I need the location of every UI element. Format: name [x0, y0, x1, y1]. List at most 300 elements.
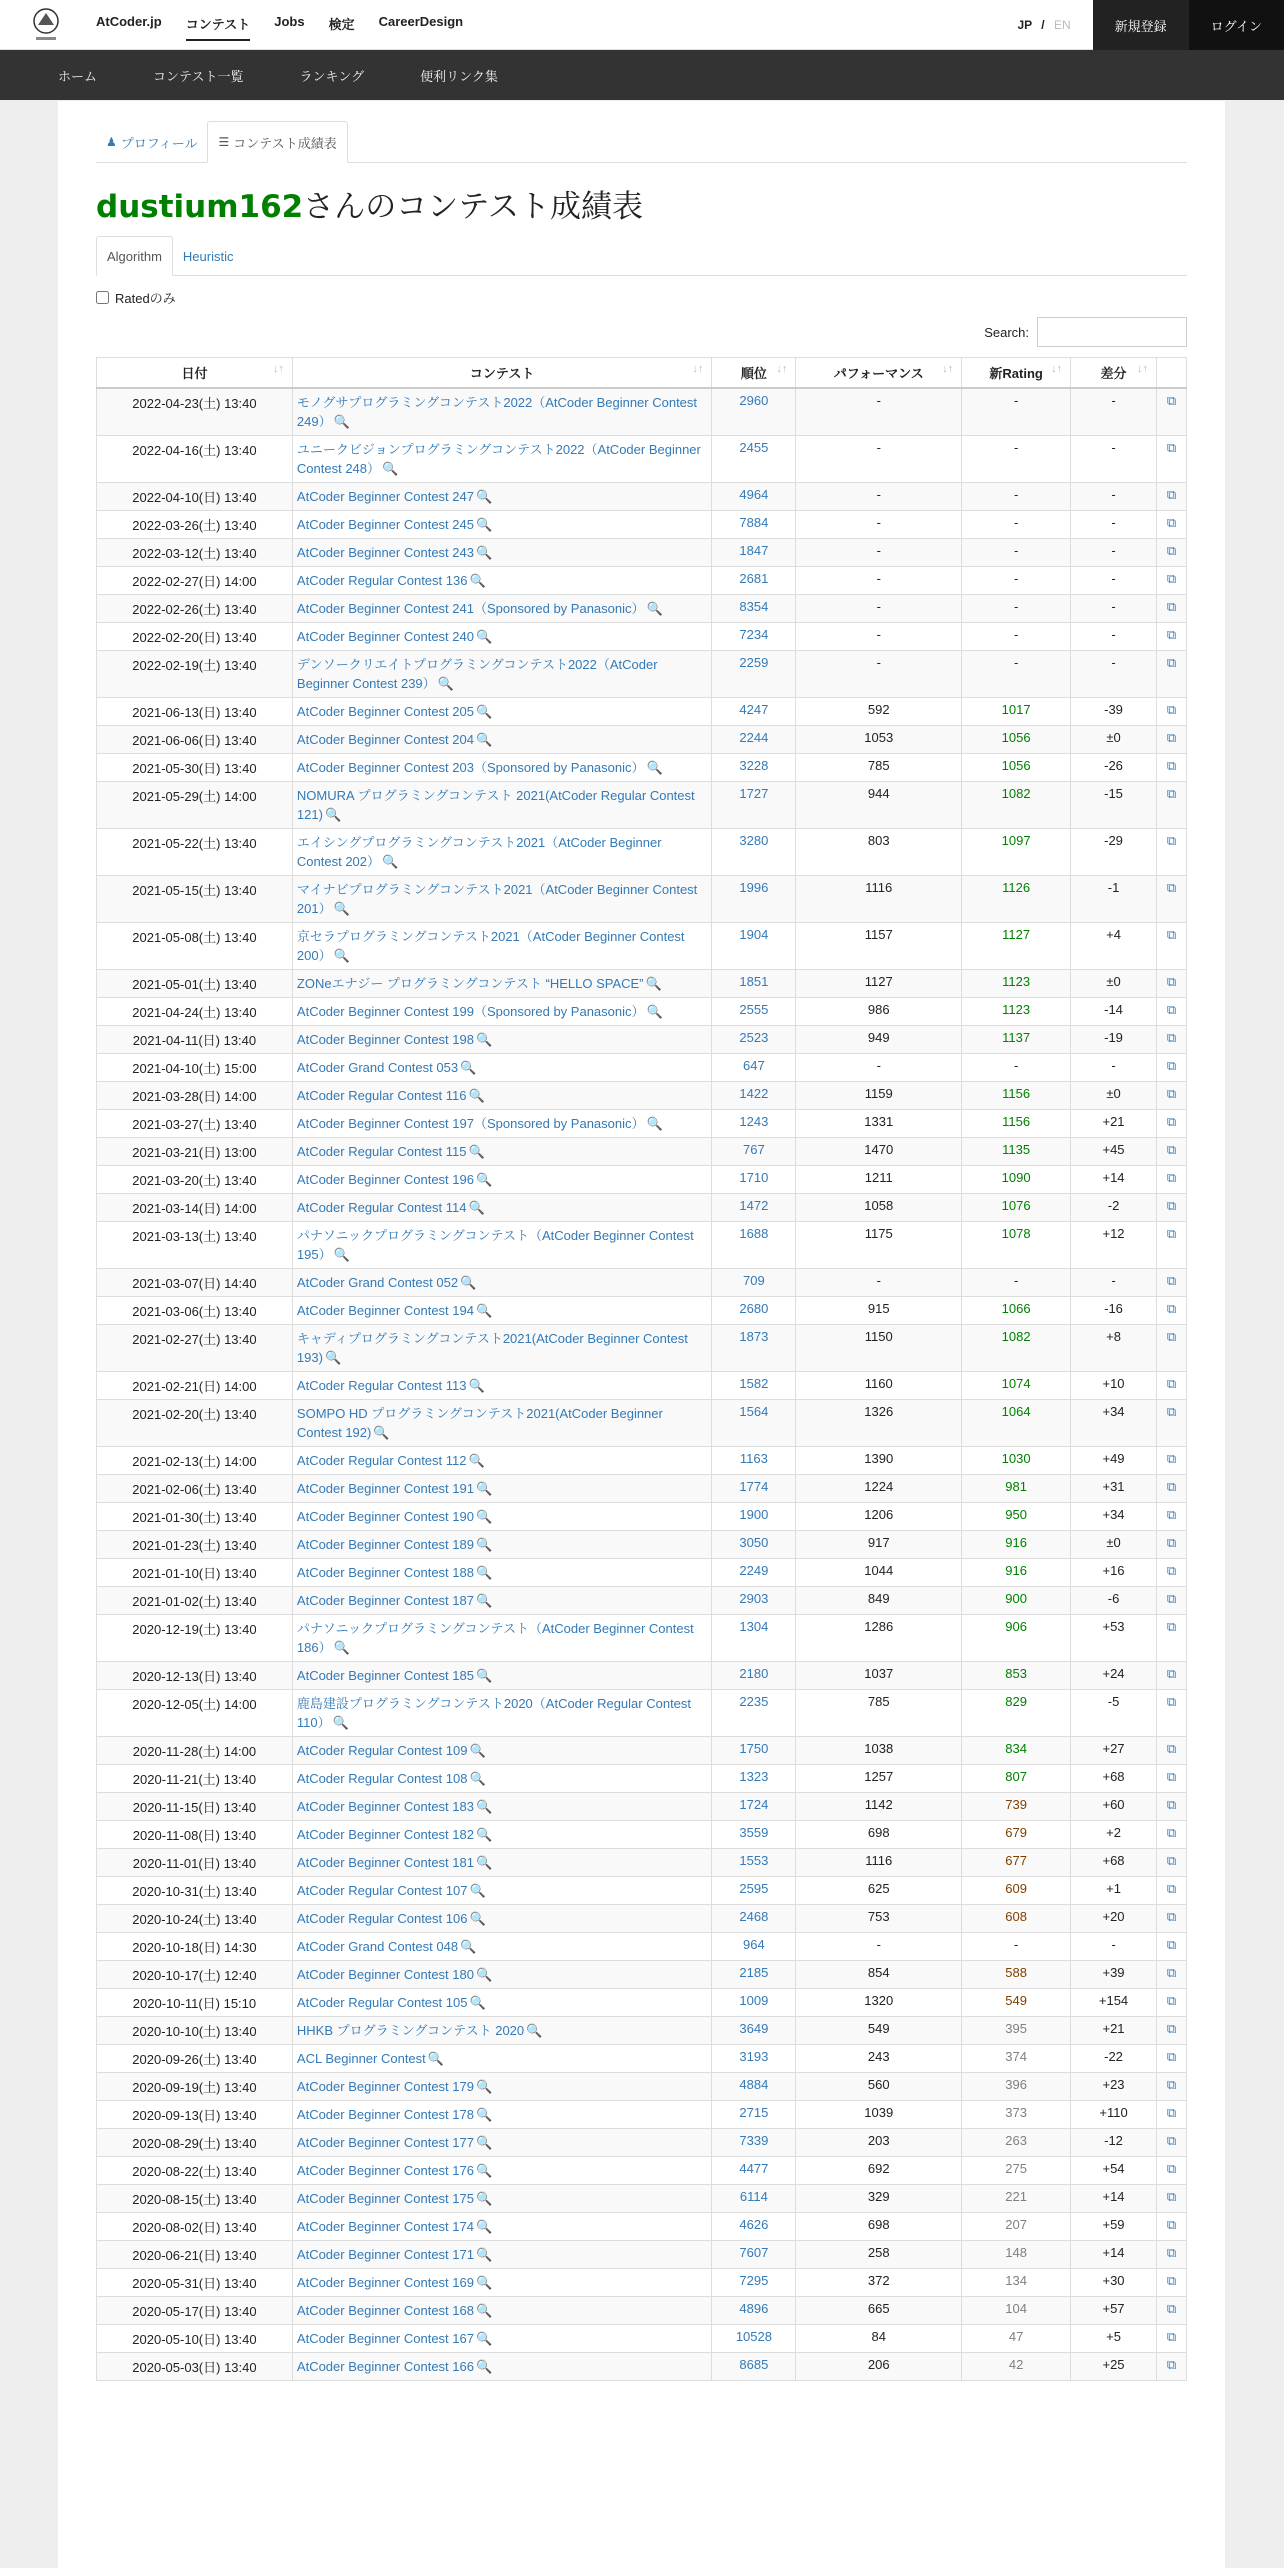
cell-rank[interactable]: 4247 — [712, 697, 796, 725]
contest-link[interactable]: AtCoder Beginner Contest 183 — [296, 1798, 474, 1814]
cell-rank[interactable]: 1904 — [712, 922, 796, 969]
search-icon[interactable]: 🔍 — [333, 1639, 350, 1655]
external-link-icon[interactable]: ⧉ — [1166, 926, 1177, 942]
cell-rank[interactable]: 2715 — [712, 2100, 796, 2128]
search-icon[interactable]: 🔍 — [645, 975, 662, 991]
search-icon[interactable]: 🔍 — [469, 1994, 486, 2010]
search-icon[interactable]: 🔍 — [475, 2358, 493, 2374]
search-icon[interactable]: 🔍 — [333, 1246, 350, 1262]
search-icon[interactable]: 🔍 — [475, 2134, 493, 2150]
search-icon[interactable]: 🔍 — [475, 1966, 493, 1982]
tab-heuristic[interactable]: Heuristic — [182, 248, 234, 264]
cell-rank[interactable]: 1243 — [712, 1109, 796, 1137]
cell-rank[interactable]: 2960 — [712, 388, 796, 436]
search-icon[interactable]: 🔍 — [332, 1714, 349, 1730]
cell-contest — [292, 969, 712, 997]
cell-external — [1156, 2044, 1186, 2072]
contest-link[interactable]: NOMURA プログラミングコンテスト 2021(AtCoder Regular Contest 121) — [296, 787, 695, 822]
external-link-icon[interactable]: ⧉ — [1166, 879, 1177, 895]
contest-link[interactable]: AtCoder Beginner Contest 203（Sponsored by Panasonic） — [296, 759, 645, 775]
cell-rank[interactable]: 3228 — [712, 753, 796, 781]
contest-link[interactable]: AtCoder Regular Contest 115 — [296, 1143, 467, 1159]
external-link-icon[interactable]: ⧉ — [1166, 2020, 1177, 2036]
contest-link[interactable]: マイナビプログラミングコンテスト2021（AtCoder Beginner Contest 201） — [296, 881, 698, 916]
search-icon[interactable]: 🔍 — [468, 1143, 485, 1159]
cell-rank[interactable]: 1750 — [712, 1736, 796, 1764]
contest-link[interactable]: モノグサプログラミングコンテスト2022（AtCoder Beginner Contest 249） — [296, 394, 698, 429]
cell-rank[interactable]: 6114 — [712, 2184, 796, 2212]
external-link-icon[interactable]: ⧉ — [1166, 1057, 1177, 1073]
subnav-useful-links[interactable]: 便利リンク集 — [420, 68, 498, 84]
cell-external — [1156, 2268, 1186, 2296]
external-link-icon[interactable]: ⧉ — [1166, 757, 1177, 773]
contest-link[interactable]: AtCoder Beginner Contest 245 — [296, 516, 474, 532]
lang-en[interactable]: EN — [1053, 18, 1071, 32]
search-icon[interactable]: 🔍 — [475, 2274, 493, 2290]
subnav-home[interactable]: ホーム — [58, 68, 98, 84]
cell-rank[interactable]: 2595 — [712, 1876, 796, 1904]
external-link-icon[interactable]: ⧉ — [1166, 1029, 1177, 1045]
header-contest[interactable] — [292, 358, 712, 388]
external-link-icon[interactable]: ⧉ — [1166, 1908, 1177, 1924]
cell-rank[interactable]: 1724 — [712, 1792, 796, 1820]
search-icon[interactable]: 🔍 — [526, 2022, 543, 2038]
external-link-icon[interactable]: ⧉ — [1166, 729, 1177, 745]
contest-link[interactable]: SOMPO HD プログラミングコンテスト2021(AtCoder Beginner Contest 192) — [296, 1405, 663, 1440]
external-link-icon[interactable]: ⧉ — [1166, 486, 1177, 502]
contest-link[interactable]: AtCoder Beginner Contest 198 — [296, 1031, 474, 1047]
external-link-icon[interactable]: ⧉ — [1166, 1328, 1177, 1344]
search-icon[interactable]: 🔍 — [475, 2106, 493, 2122]
cell-rank[interactable]: 2244 — [712, 725, 796, 753]
external-link-icon[interactable]: ⧉ — [1166, 654, 1177, 670]
search-icon[interactable]: 🔍 — [475, 2162, 493, 2178]
rated-only-filter[interactable] — [96, 288, 1187, 307]
nav-jobs[interactable]: Jobs — [274, 14, 305, 29]
atcoder-logo[interactable] — [18, 0, 74, 50]
contest-link[interactable]: AtCoder Beginner Contest 205 — [296, 703, 474, 719]
external-link-icon[interactable]: ⧉ — [1166, 1272, 1177, 1288]
search-icon[interactable]: 🔍 — [468, 1452, 485, 1468]
cell-rank[interactable]: 7607 — [712, 2240, 796, 2268]
contest-link[interactable]: AtCoder Beginner Contest 166 — [296, 2358, 474, 2374]
search-icon[interactable]: 🔍 — [468, 1087, 485, 1103]
search-icon[interactable]: 🔍 — [333, 900, 350, 916]
cell-rank[interactable]: 1710 — [712, 1165, 796, 1193]
external-link-icon[interactable]: ⧉ — [1166, 1618, 1177, 1634]
cell-performance: 592 — [796, 697, 962, 725]
search-icon[interactable]: 🔍 — [475, 1031, 493, 1047]
cell-rank[interactable]: 1163 — [712, 1446, 796, 1474]
search-input[interactable] — [1037, 317, 1187, 347]
cell-rank[interactable]: 767 — [712, 1137, 796, 1165]
contest-link[interactable]: AtCoder Grand Contest 048 — [296, 1938, 459, 1954]
cell-rank[interactable]: 4477 — [712, 2156, 796, 2184]
external-link-icon[interactable]: ⧉ — [1166, 1590, 1177, 1606]
search-icon[interactable]: 🔍 — [475, 1171, 493, 1187]
cell-external — [1156, 875, 1186, 922]
search-icon[interactable]: 🔍 — [475, 628, 493, 644]
cell-rank[interactable]: 2903 — [712, 1586, 796, 1614]
contest-link[interactable]: AtCoder Regular Contest 113 — [296, 1377, 467, 1393]
cell-rank[interactable]: 4896 — [712, 2296, 796, 2324]
search-icon[interactable]: 🔍 — [475, 1536, 493, 1552]
cell-rank[interactable]: 1996 — [712, 875, 796, 922]
external-link-icon[interactable]: ⧉ — [1166, 1534, 1177, 1550]
contest-link[interactable]: デンソークリエイトプログラミングコンテスト2022（AtCoder Beginner Contest 239） — [296, 656, 658, 691]
external-link-icon[interactable]: ⧉ — [1166, 2272, 1177, 2288]
contest-link[interactable]: AtCoder Beginner Contest 185 — [296, 1667, 474, 1683]
external-link-icon[interactable]: ⧉ — [1166, 626, 1177, 642]
external-link-icon[interactable]: ⧉ — [1166, 1506, 1177, 1522]
cell-rank[interactable]: 7295 — [712, 2268, 796, 2296]
cell-rank[interactable]: 1688 — [712, 1221, 796, 1268]
contest-link[interactable]: AtCoder Beginner Contest 169 — [296, 2274, 474, 2290]
cell-rank[interactable]: 1304 — [712, 1614, 796, 1661]
search-icon[interactable]: 🔍 — [475, 544, 493, 560]
search-icon[interactable]: 🔍 — [475, 2246, 493, 2262]
external-link-icon[interactable]: ⧉ — [1166, 785, 1177, 801]
cell-date: 2020-10-10(土) 13:40 — [97, 2016, 293, 2044]
cell-rank[interactable]: 3193 — [712, 2044, 796, 2072]
search-icon[interactable]: 🔍 — [475, 1826, 493, 1842]
nav-atcoder-jp[interactable]: AtCoder.jp — [96, 14, 162, 29]
contest-link[interactable]: AtCoder Beginner Contest 174 — [296, 2218, 474, 2234]
search-icon[interactable]: 🔍 — [324, 1349, 342, 1365]
search-icon[interactable]: 🔍 — [646, 600, 663, 616]
external-link-icon[interactable]: ⧉ — [1166, 1796, 1177, 1812]
header-new-rating[interactable] — [962, 358, 1071, 388]
external-link-icon[interactable]: ⧉ — [1166, 701, 1177, 717]
cell-rank[interactable]: 1847 — [712, 538, 796, 566]
tab-algorithm[interactable]: Algorithm — [96, 236, 173, 276]
cell-diff: +68 — [1071, 1764, 1157, 1792]
external-link-icon[interactable]: ⧉ — [1166, 1693, 1177, 1709]
contest-link[interactable]: AtCoder Beginner Contest 241（Sponsored by Panasonic） — [296, 600, 645, 616]
external-link-icon[interactable]: ⧉ — [1166, 514, 1177, 530]
contest-link[interactable]: AtCoder Beginner Contest 178 — [296, 2106, 474, 2122]
contest-link[interactable]: AtCoder Beginner Contest 189 — [296, 1536, 474, 1552]
external-link-icon[interactable]: ⧉ — [1166, 439, 1177, 455]
search-icon[interactable]: 🔍 — [460, 1938, 477, 1954]
cell-rank[interactable]: 1323 — [712, 1764, 796, 1792]
cell-rank[interactable]: 7234 — [712, 622, 796, 650]
contest-link[interactable]: ZONeエナジー プログラミングコンテスト “HELLO SPACE” — [296, 975, 644, 991]
cell-rank[interactable]: 2259 — [712, 650, 796, 697]
cell-rank[interactable]: 3559 — [712, 1820, 796, 1848]
header-performance[interactable] — [796, 358, 962, 388]
search-icon[interactable]: 🔍 — [475, 2302, 493, 2318]
cell-rank[interactable]: 2523 — [712, 1025, 796, 1053]
external-link-icon[interactable]: ⧉ — [1166, 2104, 1177, 2120]
cell-rank[interactable]: 709 — [712, 1268, 796, 1296]
search-icon[interactable]: 🔍 — [469, 572, 486, 588]
contest-link[interactable]: AtCoder Beginner Contest 168 — [296, 2302, 474, 2318]
external-link-icon[interactable]: ⧉ — [1166, 1740, 1177, 1756]
external-link-icon[interactable]: ⧉ — [1166, 2356, 1177, 2372]
cell-rank[interactable]: 2681 — [712, 566, 796, 594]
search-icon[interactable]: 🔍 — [646, 1003, 663, 1019]
cell-rank[interactable]: 8354 — [712, 594, 796, 622]
contest-link[interactable]: ユニークビジョンプログラミングコンテスト2022（AtCoder Beginner Contest 248） — [296, 441, 701, 476]
contest-link[interactable]: AtCoder Grand Contest 052 — [296, 1274, 459, 1290]
cell-rank[interactable]: 4884 — [712, 2072, 796, 2100]
cell-rank[interactable]: 1009 — [712, 1988, 796, 2016]
cell-rank[interactable]: 7884 — [712, 510, 796, 538]
cell-rank[interactable]: 8685 — [712, 2352, 796, 2380]
contest-link[interactable]: AtCoder Regular Contest 108 — [296, 1770, 468, 1786]
contest-link[interactable]: パナソニックプログラミングコンテスト（AtCoder Beginner Contest 186） — [296, 1620, 694, 1655]
cell-rank[interactable]: 7339 — [712, 2128, 796, 2156]
external-link-icon[interactable]: ⧉ — [1166, 1141, 1177, 1157]
external-link-icon[interactable]: ⧉ — [1166, 1169, 1177, 1185]
contest-link[interactable]: AtCoder Beginner Contest 191 — [296, 1480, 474, 1496]
tab-contest-history[interactable] — [207, 121, 347, 163]
search-icon[interactable]: 🔍 — [475, 731, 493, 747]
search-icon[interactable]: 🔍 — [460, 1059, 477, 1075]
header-diff[interactable] — [1071, 358, 1157, 388]
contest-link[interactable]: AtCoder Beginner Contest 182 — [296, 1826, 474, 1842]
contest-link[interactable]: AtCoder Beginner Contest 194 — [296, 1302, 474, 1318]
cell-rank[interactable]: 1564 — [712, 1399, 796, 1446]
contest-link[interactable]: AtCoder Beginner Contest 204 — [296, 731, 474, 747]
search-icon[interactable]: 🔍 — [475, 2078, 493, 2094]
external-link-icon[interactable]: ⧉ — [1166, 1768, 1177, 1784]
external-link-icon[interactable]: ⧉ — [1166, 1852, 1177, 1868]
external-link-icon[interactable]: ⧉ — [1166, 1880, 1177, 1896]
search-icon[interactable]: 🔍 — [469, 1910, 486, 1926]
contest-link[interactable]: AtCoder Beginner Contest 177 — [296, 2134, 474, 2150]
contest-link[interactable]: 京セラプログラミングコンテスト2021（AtCoder Beginner Contest 200） — [296, 928, 685, 963]
external-link-icon[interactable]: ⧉ — [1166, 570, 1177, 586]
external-link-icon[interactable]: ⧉ — [1166, 2188, 1177, 2204]
cell-date: 2020-08-02(日) 13:40 — [97, 2212, 293, 2240]
contest-link[interactable]: AtCoder Regular Contest 112 — [296, 1452, 467, 1468]
external-link-icon[interactable]: ⧉ — [1166, 1450, 1177, 1466]
search-icon[interactable]: 🔍 — [475, 1798, 493, 1814]
cell-rank[interactable]: 964 — [712, 1932, 796, 1960]
search-icon[interactable]: 🔍 — [475, 2218, 493, 2234]
external-link-icon[interactable]: ⧉ — [1166, 542, 1177, 558]
external-link-icon[interactable]: ⧉ — [1166, 1824, 1177, 1840]
external-link-icon[interactable]: ⧉ — [1166, 1001, 1177, 1017]
search-icon[interactable]: 🔍 — [475, 1564, 493, 1580]
cell-rank[interactable]: 2235 — [712, 1689, 796, 1736]
search-icon[interactable]: 🔍 — [475, 1667, 493, 1683]
cell-rank[interactable]: 4964 — [712, 482, 796, 510]
cell-new-rating: 1090 — [962, 1165, 1071, 1193]
search-icon[interactable]: 🔍 — [475, 1302, 493, 1318]
cell-rank[interactable]: 3280 — [712, 828, 796, 875]
external-link-icon[interactable]: ⧉ — [1166, 2048, 1177, 2064]
search-icon[interactable]: 🔍 — [469, 1770, 486, 1786]
search-icon[interactable]: 🔍 — [475, 1592, 493, 1608]
external-link-icon[interactable]: ⧉ — [1166, 1113, 1177, 1129]
cell-new-rating: 916 — [962, 1530, 1071, 1558]
cell-rank[interactable]: 1472 — [712, 1193, 796, 1221]
search-icon[interactable]: 🔍 — [468, 1377, 485, 1393]
header-rank[interactable] — [712, 358, 796, 388]
contest-link[interactable]: AtCoder Beginner Contest 179 — [296, 2078, 474, 2094]
cell-rank[interactable]: 3050 — [712, 1530, 796, 1558]
contest-link[interactable]: AtCoder Regular Contest 136 — [296, 572, 468, 588]
search-icon[interactable]: 🔍 — [469, 1742, 486, 1758]
search-icon[interactable]: 🔍 — [475, 1480, 493, 1496]
contest-link[interactable]: エイシングプログラミングコンテスト2021（AtCoder Beginner Contest 202） — [296, 834, 662, 869]
cell-rank[interactable]: 4626 — [712, 2212, 796, 2240]
external-link-icon[interactable]: ⧉ — [1166, 2300, 1177, 2316]
cell-external — [1156, 2100, 1186, 2128]
external-link-icon[interactable]: ⧉ — [1166, 2244, 1177, 2260]
contest-link[interactable]: AtCoder Beginner Contest 171 — [296, 2246, 474, 2262]
search-icon[interactable]: 🔍 — [382, 460, 399, 476]
search-icon[interactable]: 🔍 — [427, 2050, 444, 2066]
search-icon[interactable]: 🔍 — [475, 1508, 493, 1524]
search-icon[interactable]: 🔍 — [475, 2330, 493, 2346]
contest-link[interactable]: AtCoder Beginner Contest 175 — [296, 2190, 474, 2206]
cell-date: 2020-10-17(土) 12:40 — [97, 1960, 293, 1988]
cell-rank[interactable]: 1774 — [712, 1474, 796, 1502]
search-icon[interactable]: 🔍 — [437, 675, 454, 691]
cell-contest — [292, 435, 712, 482]
contest-link[interactable]: ACL Beginner Contest — [296, 2050, 426, 2066]
cell-rank[interactable]: 2555 — [712, 997, 796, 1025]
cell-rank[interactable]: 2185 — [712, 1960, 796, 1988]
external-link-icon[interactable]: ⧉ — [1166, 2328, 1177, 2344]
cell-rank[interactable]: 1873 — [712, 1324, 796, 1371]
search-icon[interactable]: 🔍 — [475, 516, 493, 532]
contest-link[interactable]: AtCoder Beginner Contest 187 — [296, 1592, 474, 1608]
search-icon[interactable]: 🔍 — [475, 488, 493, 504]
external-link-icon[interactable]: ⧉ — [1166, 1085, 1177, 1101]
search-icon[interactable]: 🔍 — [475, 703, 493, 719]
search-icon[interactable]: 🔍 — [333, 947, 350, 963]
external-link-icon[interactable]: ⧉ — [1166, 973, 1177, 989]
search-icon[interactable]: 🔍 — [373, 1424, 390, 1440]
rated-only-checkbox[interactable] — [96, 291, 109, 304]
cell-performance: 206 — [796, 2352, 962, 2380]
tab-profile[interactable] — [96, 121, 207, 163]
contest-link[interactable]: HHKB プログラミングコンテスト 2020 — [296, 2022, 525, 2038]
cell-rank[interactable]: 2468 — [712, 1904, 796, 1932]
external-link-icon[interactable]: ⧉ — [1166, 1964, 1177, 1980]
external-link-icon[interactable]: ⧉ — [1166, 1478, 1177, 1494]
contest-link[interactable]: パナソニックプログラミングコンテスト（AtCoder Beginner Contest 195） — [296, 1227, 694, 1262]
external-link-icon[interactable]: ⧉ — [1166, 1992, 1177, 2008]
external-link-icon[interactable]: ⧉ — [1166, 1562, 1177, 1578]
contest-link[interactable]: AtCoder Beginner Contest 180 — [296, 1966, 474, 1982]
external-link-icon[interactable]: ⧉ — [1166, 2216, 1177, 2232]
cell-rank[interactable]: 1851 — [712, 969, 796, 997]
external-link-icon[interactable]: ⧉ — [1166, 1665, 1177, 1681]
cell-rank[interactable]: 1727 — [712, 781, 796, 828]
contest-link[interactable]: AtCoder Beginner Contest 190 — [296, 1508, 474, 1524]
cell-rank[interactable]: 1582 — [712, 1371, 796, 1399]
cell-rank[interactable]: 2680 — [712, 1296, 796, 1324]
external-link-icon[interactable]: ⧉ — [1166, 1936, 1177, 1952]
external-link-icon[interactable]: ⧉ — [1166, 598, 1177, 614]
external-link-icon[interactable]: ⧉ — [1166, 1197, 1177, 1213]
contest-link[interactable]: AtCoder Regular Contest 109 — [296, 1742, 468, 1758]
nav-careerdesign[interactable]: CareerDesign — [378, 14, 464, 29]
cell-rank[interactable]: 1553 — [712, 1848, 796, 1876]
contest-link[interactable]: AtCoder Beginner Contest 167 — [296, 2330, 474, 2346]
external-link-icon[interactable]: ⧉ — [1166, 1225, 1177, 1241]
contest-link[interactable]: AtCoder Beginner Contest 176 — [296, 2162, 474, 2178]
contest-link[interactable]: AtCoder Regular Contest 106 — [296, 1910, 468, 1926]
contest-link[interactable]: AtCoder Beginner Contest 199（Sponsored by Panasonic） — [296, 1003, 645, 1019]
external-link-icon[interactable]: ⧉ — [1166, 1300, 1177, 1316]
search-icon[interactable]: 🔍 — [468, 1199, 485, 1215]
nav-kentei[interactable]: 検定 — [328, 17, 355, 32]
cell-rank[interactable]: 1422 — [712, 1081, 796, 1109]
search-icon[interactable]: 🔍 — [475, 2190, 493, 2206]
contest-link[interactable]: AtCoder Beginner Contest 196 — [296, 1171, 474, 1187]
cell-rank[interactable]: 1900 — [712, 1502, 796, 1530]
login-button[interactable]: ログイン — [1189, 0, 1284, 50]
contest-link[interactable]: AtCoder Regular Contest 107 — [296, 1882, 468, 1898]
lang-jp[interactable]: JP — [1017, 18, 1032, 32]
cell-rank[interactable]: 10528 — [712, 2324, 796, 2352]
table-row — [97, 2100, 1187, 2128]
cell-new-rating: 906 — [962, 1614, 1071, 1661]
contest-link[interactable]: AtCoder Regular Contest 114 — [296, 1199, 467, 1215]
contest-link[interactable]: キャディプログラミングコンテスト2021(AtCoder Beginner Contest 193) — [296, 1330, 688, 1365]
signup-button[interactable]: 新規登録 — [1093, 0, 1189, 50]
external-link-icon[interactable]: ⧉ — [1166, 2132, 1177, 2148]
cell-performance: - — [796, 538, 962, 566]
contest-link[interactable]: AtCoder Beginner Contest 197（Sponsored by Panasonic） — [296, 1115, 645, 1131]
contest-link[interactable]: AtCoder Grand Contest 053 — [296, 1059, 459, 1075]
cell-contest — [292, 622, 712, 650]
contest-link[interactable]: AtCoder Beginner Contest 188 — [296, 1564, 474, 1580]
contest-link[interactable]: AtCoder Beginner Contest 240 — [296, 628, 474, 644]
subnav-contest-list[interactable]: コンテスト一覧 — [153, 68, 244, 84]
cell-rank[interactable]: 647 — [712, 1053, 796, 1081]
subnav-ranking[interactable]: ランキング — [299, 68, 365, 84]
external-link-icon[interactable]: ⧉ — [1166, 1403, 1177, 1419]
contest-link[interactable]: AtCoder Beginner Contest 181 — [296, 1854, 474, 1870]
cell-diff: +49 — [1071, 1446, 1157, 1474]
contest-link[interactable]: AtCoder Beginner Contest 243 — [296, 544, 474, 560]
username[interactable]: dustium162 — [96, 189, 304, 225]
cell-rank[interactable]: 2249 — [712, 1558, 796, 1586]
contest-link[interactable]: AtCoder Regular Contest 105 — [296, 1994, 468, 2010]
external-link-icon[interactable]: ⧉ — [1166, 832, 1177, 848]
cell-performance: - — [796, 1268, 962, 1296]
cell-rank[interactable]: 3649 — [712, 2016, 796, 2044]
search-icon[interactable]: 🔍 — [469, 1882, 486, 1898]
contest-link[interactable]: AtCoder Beginner Contest 247 — [296, 488, 474, 504]
contest-link[interactable]: AtCoder Regular Contest 116 — [296, 1087, 467, 1103]
search-icon[interactable]: 🔍 — [475, 1854, 493, 1870]
cell-rank[interactable]: 2455 — [712, 435, 796, 482]
external-link-icon[interactable]: ⧉ — [1166, 2160, 1177, 2176]
search-icon[interactable]: 🔍 — [324, 806, 342, 822]
search-icon[interactable]: 🔍 — [646, 1115, 663, 1131]
nav-contests[interactable]: コンテスト — [186, 8, 250, 41]
header-date[interactable] — [97, 358, 293, 388]
search-icon[interactable]: 🔍 — [646, 759, 663, 775]
contest-link[interactable]: 鹿島建設プログラミングコンテスト2020（AtCoder Regular Contest 110） — [296, 1695, 692, 1730]
external-link-icon[interactable]: ⧉ — [1166, 2076, 1177, 2092]
cell-rank[interactable]: 2180 — [712, 1661, 796, 1689]
search-icon[interactable]: 🔍 — [333, 413, 350, 429]
external-link-icon[interactable]: ⧉ — [1166, 392, 1177, 408]
search-icon[interactable]: 🔍 — [382, 853, 399, 869]
search-icon[interactable]: 🔍 — [460, 1274, 477, 1290]
external-link-icon[interactable]: ⧉ — [1166, 1375, 1177, 1391]
